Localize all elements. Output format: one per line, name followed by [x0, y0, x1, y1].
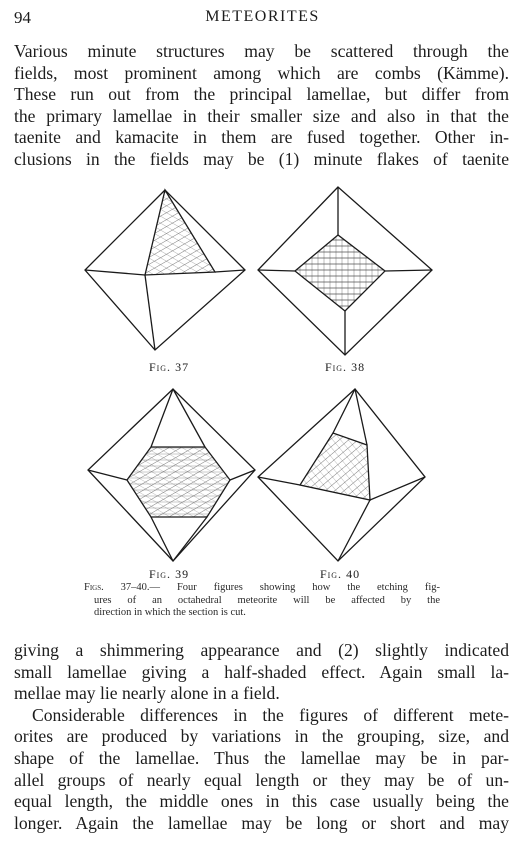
figure-caption — [84, 582, 440, 620]
caption-line: direction in which the section is cut. — [94, 607, 246, 618]
running-title: METEORITES — [205, 8, 320, 25]
figure-39-label: Fig. 39 — [148, 567, 190, 581]
text-line: equal length, the middle ones in this case usually being the — [14, 791, 509, 812]
figure-39-octahedron — [85, 385, 260, 565]
text-line: clusions in the fields may be (1) minute flakes of taenite — [14, 148, 509, 169]
text-line: orites are produced by variations in the grouping, size, and — [14, 726, 509, 747]
text-line: Various minute structures may be scattered through the — [14, 41, 509, 61]
text-line: taenite and kamacite in them are fused together. Other in- — [14, 127, 509, 148]
text-line: small lamellae giving a half-shaded effect. Again small la- — [14, 661, 509, 682]
text-line: fields, most prominent among which are combs (Kämme). — [14, 62, 509, 83]
text-line: allel groups of nearly equal length or they may be of un- — [14, 769, 509, 790]
text-line: giving a shimmering appearance and (2) slightly indicated — [14, 640, 509, 660]
text-line: Considerable differences in the figures of different mete- — [32, 704, 509, 725]
body-paragraph-bottom — [14, 640, 509, 834]
text-line: longer. Again the lamellae may be long or short and may — [14, 812, 509, 833]
text-line: These run out from the principal lamellae, but differ from — [14, 84, 509, 105]
figure-38-octahedron — [255, 183, 435, 358]
caption-line: Figs. 37–40.— Four figures showing how the etching fig- — [84, 582, 441, 593]
figure-37-octahedron — [82, 185, 252, 355]
figure-40-octahedron — [255, 385, 430, 565]
page-number: 94 — [14, 8, 31, 27]
figure-40-label: Fig. 40 — [319, 567, 361, 581]
text-line: the primary lamellae in their smaller size and also in that the — [14, 105, 509, 126]
body-paragraph-top — [14, 41, 509, 171]
text-line: shape of the lamellae. Thus the lamellae may be in par- — [14, 747, 509, 768]
page-header — [0, 8, 525, 30]
figure-37-label: Fig. 37 — [148, 360, 190, 374]
text-line: mellae may lie nearly alone in a field. — [14, 683, 280, 704]
caption-line: ures of an octahedral meteorite will be affected by the — [94, 594, 440, 606]
figure-38-label: Fig. 38 — [324, 360, 366, 374]
caption-lead: Figs. 37–40. — [84, 582, 150, 593]
